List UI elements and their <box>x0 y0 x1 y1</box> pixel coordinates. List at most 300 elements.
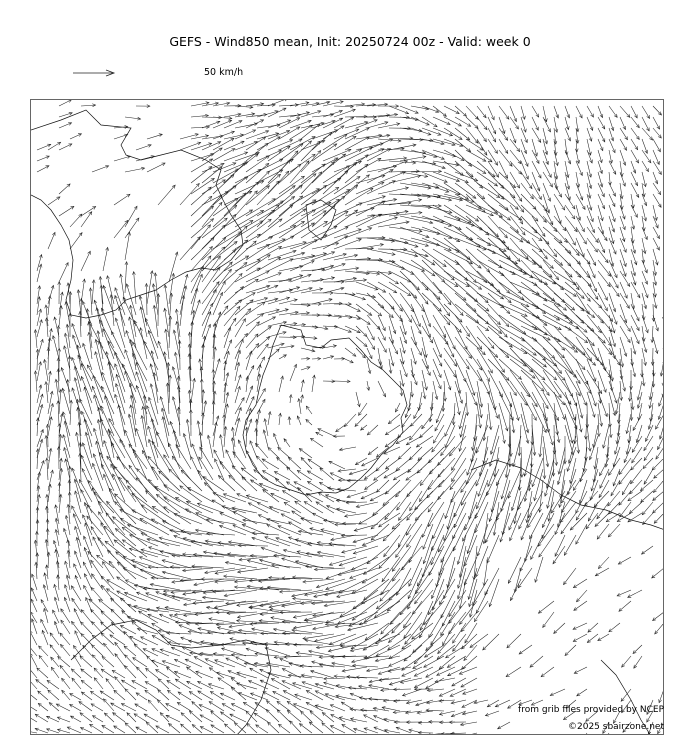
wind-arrow <box>117 457 136 480</box>
wind-arrow-head <box>152 506 156 509</box>
wind-arrow <box>598 128 605 142</box>
wind-arrow <box>510 579 521 601</box>
wind-arrow <box>404 601 423 628</box>
wind-arrow <box>39 646 48 656</box>
wind-arrow <box>59 483 60 502</box>
wind-arrow <box>455 205 479 221</box>
wind-arrow <box>294 482 312 491</box>
wind-arrow <box>326 579 356 589</box>
wind-arrow <box>438 480 455 500</box>
wind-arrow <box>477 128 486 142</box>
wind-arrow-head <box>103 562 106 566</box>
wind-arrow <box>488 304 509 327</box>
wind-arrow-head <box>428 523 431 527</box>
wind-arrow <box>59 389 61 414</box>
wind-arrow <box>381 612 400 634</box>
wind-arrow <box>576 502 587 520</box>
wind-arrow <box>235 191 257 216</box>
wind-arrow <box>573 623 587 629</box>
wind-arrow <box>48 232 55 249</box>
wind-arrow <box>348 623 378 630</box>
wind-arrow <box>466 370 475 395</box>
wind-arrow-head <box>595 296 598 300</box>
wind-arrow-head <box>164 455 167 459</box>
wind-arrow <box>588 623 598 632</box>
wind-arrow <box>455 150 472 166</box>
wind-arrow <box>519 645 532 654</box>
wind-arrow <box>37 297 40 315</box>
wind-arrow <box>359 513 378 524</box>
wind-arrow <box>595 513 609 527</box>
wind-arrow-head <box>642 551 645 554</box>
wind-arrow <box>98 420 103 448</box>
wind-arrow <box>613 447 620 467</box>
wind-arrow <box>378 139 401 141</box>
wind-arrow <box>180 142 201 150</box>
wind-arrow <box>422 513 433 537</box>
map-frame[interactable] <box>30 99 664 735</box>
wind-arrow <box>125 430 136 458</box>
wind-arrow <box>165 607 191 612</box>
wind-arrow <box>532 458 543 487</box>
wind-arrow <box>83 301 92 326</box>
wind-arrow <box>385 502 400 520</box>
wind-arrow <box>323 111 342 117</box>
wind-arrow <box>279 127 300 139</box>
wind-arrow <box>268 205 293 227</box>
wind-arrow <box>477 304 500 325</box>
wind-arrow <box>202 195 222 216</box>
wind-arrow <box>279 300 297 305</box>
wind-arrow <box>600 458 610 476</box>
wind-arrow <box>499 117 505 134</box>
wind-arrow <box>393 557 412 581</box>
wind-arrow <box>499 106 509 119</box>
wind-arrow-head <box>520 221 523 224</box>
wind-arrow-head <box>496 174 499 178</box>
wind-arrow <box>364 579 389 600</box>
wind-arrow <box>146 284 147 316</box>
wind-arrow <box>290 121 311 129</box>
wind-arrow <box>141 637 158 645</box>
wind-arrow <box>88 481 103 502</box>
wind-arrow <box>242 477 257 491</box>
wind-arrow <box>609 502 621 514</box>
wind-arrow <box>48 424 49 447</box>
wind-arrow <box>345 348 356 356</box>
wind-arrow <box>444 128 462 140</box>
wind-arrow <box>47 458 48 480</box>
wind-arrow <box>653 227 660 239</box>
wind-arrow <box>663 381 664 397</box>
wind-arrow <box>595 568 609 576</box>
wind-arrow <box>224 163 246 184</box>
wind-arrow <box>257 219 282 238</box>
wind-arrow-head <box>495 162 498 166</box>
wind-arrow <box>400 590 422 615</box>
wind-arrow-head <box>551 509 554 513</box>
wind-arrow-head <box>635 146 638 150</box>
wind-arrow <box>629 502 642 513</box>
wind-arrow <box>225 562 257 568</box>
wind-arrow <box>59 326 60 348</box>
wind-arrow <box>510 348 533 372</box>
wind-arrow-head <box>627 283 630 287</box>
wind-arrow-head <box>467 333 470 336</box>
wind-arrow <box>576 381 586 405</box>
wind-arrow <box>305 620 334 623</box>
wind-arrow-head <box>505 137 508 140</box>
wind-arrow-head <box>91 560 94 564</box>
wind-arrow <box>455 249 481 268</box>
wind-arrow <box>235 339 243 359</box>
wind-arrow <box>287 467 301 480</box>
wind-arrow <box>320 468 334 480</box>
wind-arrow-head <box>606 519 610 522</box>
wind-arrow-head <box>453 640 456 644</box>
wind-arrow <box>81 105 96 106</box>
wind-arrow <box>381 568 400 595</box>
wind-arrow <box>631 150 639 163</box>
wind-arrow <box>268 100 288 106</box>
wind-arrow <box>653 128 661 138</box>
wind-arrow <box>72 598 81 612</box>
wind-arrow <box>323 196 345 216</box>
wind-arrow <box>642 502 653 515</box>
wind-arrow <box>455 139 471 152</box>
wind-arrow <box>392 612 411 633</box>
wind-arrow <box>345 155 368 172</box>
wind-arrow-head <box>199 457 202 461</box>
wind-arrow <box>532 260 552 277</box>
wind-arrow <box>70 134 82 139</box>
wind-arrow <box>499 161 508 178</box>
wind-arrow <box>543 271 564 290</box>
wind-arrow <box>400 260 425 271</box>
wind-arrow <box>530 513 543 539</box>
wind-arrow <box>334 268 359 271</box>
wind-arrow <box>213 138 234 150</box>
wind-arrow <box>454 502 466 528</box>
wind-arrow <box>477 381 482 407</box>
wind-arrow <box>598 117 605 129</box>
wind-arrow-head <box>646 168 649 172</box>
wind-arrow <box>356 120 377 128</box>
wind-arrow <box>451 480 466 503</box>
wind-arrow <box>213 292 223 315</box>
wind-arrow <box>312 132 332 150</box>
wind-arrow <box>288 457 301 469</box>
wind-arrow <box>508 469 521 498</box>
wind-arrow <box>378 172 405 183</box>
wind-arrow <box>553 546 565 564</box>
wind-arrow <box>246 351 252 370</box>
wind-arrow-head <box>393 477 397 480</box>
wind-arrow-head <box>301 221 304 224</box>
wind-arrow-head <box>644 447 647 451</box>
wind-arrow <box>125 168 145 172</box>
wind-arrow-head <box>71 586 74 590</box>
wind-arrow <box>48 448 51 469</box>
wind-arrow <box>92 166 109 172</box>
wind-arrow <box>356 201 385 216</box>
wind-arrow <box>61 620 70 634</box>
wind-arrow <box>157 432 170 458</box>
wind-arrow <box>164 507 191 524</box>
wind-arrow <box>638 381 642 400</box>
wind-arrow <box>326 568 356 579</box>
wind-arrow <box>367 326 374 340</box>
wind-arrow <box>495 447 500 477</box>
wind-arrow <box>532 381 548 409</box>
wind-arrow-head <box>662 383 664 386</box>
wind-arrow <box>180 296 184 327</box>
wind-arrow <box>101 633 114 645</box>
wind-arrow <box>510 117 519 129</box>
wind-arrow <box>90 288 92 315</box>
wind-arrow-head <box>461 502 464 506</box>
wind-arrow <box>279 287 300 293</box>
wind-arrow-head <box>519 239 523 242</box>
wind-arrow <box>609 194 615 207</box>
wind-arrow <box>367 170 393 184</box>
wind-arrow <box>653 183 661 195</box>
wind-arrow <box>573 579 587 588</box>
wind-arrow <box>510 150 521 164</box>
wind-arrow <box>432 568 444 599</box>
wind-arrow-head <box>608 374 611 377</box>
wind-arrow <box>650 381 653 400</box>
wind-arrow <box>521 293 546 314</box>
wind-arrow <box>542 502 554 528</box>
wind-arrow <box>304 502 323 513</box>
wind-arrow <box>136 428 147 458</box>
wind-arrow <box>117 562 136 579</box>
wind-arrow-head <box>344 134 347 137</box>
wind-arrow <box>398 425 411 438</box>
wind-arrow <box>356 214 382 227</box>
wind-arrow <box>565 403 577 429</box>
wind-arrow <box>129 444 147 469</box>
wind-arrow <box>392 546 411 571</box>
wind-arrow <box>444 359 456 377</box>
wind-arrow <box>449 601 466 623</box>
wind-arrow <box>444 106 459 114</box>
wind-arrow-head <box>359 412 362 415</box>
wind-arrow <box>268 332 286 337</box>
wind-arrow <box>191 167 212 184</box>
wind-arrow-head <box>312 210 315 213</box>
wind-arrow <box>540 425 543 457</box>
wind-arrow <box>109 561 125 579</box>
wind-arrow <box>65 333 70 359</box>
wind-arrow <box>124 646 136 656</box>
wind-arrow <box>334 136 356 150</box>
wind-arrow <box>191 196 212 216</box>
wind-arrow <box>238 545 268 546</box>
wind-arrow <box>510 194 524 212</box>
wind-arrow <box>389 645 411 659</box>
wind-arrow-head <box>572 206 575 210</box>
wind-arrow <box>203 477 224 491</box>
wind-arrow <box>246 143 268 161</box>
wind-arrow <box>84 548 92 569</box>
wind-arrow <box>653 194 661 207</box>
wind-arrow <box>598 282 607 300</box>
wind-arrow <box>565 315 587 332</box>
wind-arrow <box>466 392 467 416</box>
wind-arrow <box>574 601 587 610</box>
wind-arrow <box>137 469 159 491</box>
wind-arrow <box>101 386 114 414</box>
wind-arrow <box>609 282 619 297</box>
wind-arrow <box>367 304 382 316</box>
south-america-coast <box>31 110 243 318</box>
wind-arrow <box>147 163 165 172</box>
wind-arrow <box>220 435 224 458</box>
wind-arrow <box>249 601 279 608</box>
wind-arrow <box>488 403 491 430</box>
wind-arrow <box>268 108 286 117</box>
wind-arrow <box>32 574 37 590</box>
wind-arrow <box>257 111 278 117</box>
wind-arrow <box>654 469 664 478</box>
wind-arrow <box>422 337 427 357</box>
wind-arrow <box>466 161 486 174</box>
wind-arrow <box>630 381 631 401</box>
wind-arrow <box>343 523 367 524</box>
wind-arrow <box>373 502 389 515</box>
wind-arrow-head <box>574 607 577 610</box>
wind-arrow <box>311 438 324 447</box>
wind-arrow <box>81 207 96 217</box>
wind-arrow <box>455 348 469 369</box>
wind-arrow <box>202 312 211 337</box>
wind-arrow <box>188 488 214 502</box>
wind-arrow <box>119 405 126 436</box>
wind-arrow <box>653 491 664 501</box>
wind-arrow <box>598 227 607 241</box>
wind-arrow <box>455 381 462 403</box>
wind-arrow <box>299 449 312 459</box>
wind-arrow <box>289 537 313 546</box>
wind-arrow <box>75 491 81 513</box>
wind-arrow-head <box>658 191 661 195</box>
wind-arrow <box>428 502 444 527</box>
wind-arrow <box>543 612 554 628</box>
wind-arrow <box>420 480 434 502</box>
wind-arrow <box>510 227 530 243</box>
wind-arrow <box>31 631 37 645</box>
wind-arrow <box>50 645 59 656</box>
wind-arrow <box>367 122 388 128</box>
wind-arrow <box>521 337 546 360</box>
wind-arrow-head <box>519 198 522 202</box>
wind-arrow <box>115 642 125 656</box>
wind-arrow <box>653 106 662 115</box>
wind-arrow <box>235 142 257 150</box>
wind-arrow <box>466 150 486 161</box>
wind-arrow <box>83 645 92 656</box>
wind-arrow <box>532 106 539 117</box>
wind-arrow-head <box>573 487 576 491</box>
wind-arrow <box>519 502 532 529</box>
wind-arrow <box>406 513 422 535</box>
wind-arrow <box>586 513 598 529</box>
wind-arrow <box>37 394 43 414</box>
wind-arrow <box>301 185 326 205</box>
wind-arrow <box>262 459 279 469</box>
wind-arrow-head <box>416 444 420 447</box>
wind-arrow <box>397 491 411 510</box>
wind-arrow <box>326 623 357 625</box>
wind-arrow <box>174 612 202 615</box>
wind-arrow-head <box>515 126 518 129</box>
wind-arrow <box>514 491 521 524</box>
wind-arrow <box>246 210 275 227</box>
map-title: GEFS - Wind850 mean, Init: 20250724 00z - Valid: week 0 <box>169 34 531 49</box>
wind-arrow <box>213 117 232 118</box>
wind-arrow <box>202 218 227 238</box>
wind-arrow <box>132 621 147 634</box>
wind-arrow <box>510 381 527 405</box>
wind-arrow <box>233 512 257 524</box>
wind-arrow <box>329 461 345 469</box>
wind-arrow <box>279 355 286 359</box>
wind-arrow-head <box>89 212 92 215</box>
wind-arrow <box>323 171 348 194</box>
wind-arrow <box>477 348 492 373</box>
wind-arrow <box>165 285 169 315</box>
wind-arrow <box>232 508 257 513</box>
wind-arrow-head <box>88 481 91 485</box>
wind-arrow <box>141 533 169 546</box>
wind-arrow-head <box>420 498 423 502</box>
wind-arrow <box>499 216 519 232</box>
wind-arrow-head <box>474 618 477 622</box>
wind-arrow <box>224 152 248 161</box>
wind-arrow <box>50 633 59 645</box>
wind-arrow <box>460 403 466 429</box>
wind-arrow <box>374 601 400 618</box>
wind-arrow-head <box>490 370 493 373</box>
wind-arrow <box>122 540 147 557</box>
wind-arrow <box>554 260 572 277</box>
wind-arrow <box>268 447 279 458</box>
wind-arrow <box>488 348 505 372</box>
wind-arrow <box>460 425 467 451</box>
wind-arrow <box>295 501 312 513</box>
wind-arrow <box>125 206 137 227</box>
wind-arrow <box>598 348 606 371</box>
wind-arrow <box>455 172 478 181</box>
wind-arrow <box>433 271 458 287</box>
wind-arrow <box>251 480 269 491</box>
wind-arrow <box>92 645 103 656</box>
wind-arrow-head <box>558 394 561 397</box>
wind-arrow <box>428 590 444 615</box>
wind-arrow <box>281 514 301 524</box>
wind-arrow-head <box>662 317 664 320</box>
wind-arrow <box>422 293 441 311</box>
wind-arrow <box>618 557 631 564</box>
wind-arrow <box>510 513 521 541</box>
wind-arrow <box>587 425 590 451</box>
wind-arrow <box>617 590 631 596</box>
wind-arrow-head <box>459 137 463 140</box>
wind-arrow <box>619 469 631 484</box>
wind-arrow <box>351 634 378 649</box>
